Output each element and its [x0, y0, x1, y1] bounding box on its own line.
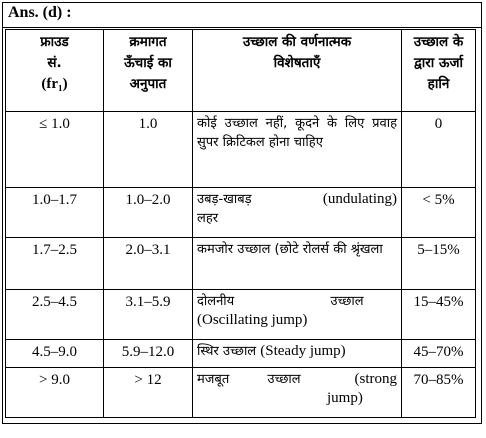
answer-label: Ans. (d) : — [8, 4, 72, 21]
table-row — [6, 368, 476, 418]
cell-description — [193, 368, 402, 418]
header-description — [193, 30, 402, 112]
cell-froude: 1.0–1.7 — [6, 188, 104, 238]
cell-description: कोई उच्छाल नहीं, कूदने के लिए प्रवाह सुपर क्रिटिकल होना चाहिए — [193, 112, 402, 188]
cell-description: कमजोर उच्छाल (छोटे रोलर्स की श्रृंखला — [193, 238, 402, 290]
header-description-line1: उच्छाल की वर्णनात्मक — [242, 34, 352, 50]
cell-froude: 4.5–9.0 — [6, 340, 104, 368]
header-energy-loss — [402, 30, 476, 112]
header-ratio-line3: अनुपात — [129, 76, 167, 92]
cell-energy-loss: 5–15% — [402, 238, 476, 290]
cell-description — [193, 188, 402, 238]
cell-energy-loss: < 5% — [402, 188, 476, 238]
table-row — [6, 188, 476, 238]
desc-hindi-2: लहर — [197, 211, 219, 226]
table-row — [6, 238, 476, 290]
header-loss-line2: द्वारा ऊर्जा — [413, 55, 464, 71]
table-row — [6, 340, 476, 368]
desc-english: (undulating) — [322, 191, 397, 207]
header-loss-line3: हानि — [427, 76, 450, 92]
cell-froude: 1.7–2.5 — [6, 238, 104, 290]
header-froude-line3: (fr₁) — [41, 76, 68, 92]
desc-hindi: मजबूत उच्छाल — [197, 372, 301, 387]
cell-ratio: 1.0–2.0 — [104, 188, 193, 238]
header-row — [6, 30, 476, 112]
cell-ratio: 3.1–5.9 — [104, 290, 193, 340]
cell-description — [193, 340, 402, 368]
answer-divider — [2, 27, 482, 28]
desc-hindi: दोलनीय उच्छाल — [197, 294, 364, 309]
cell-froude: > 9.0 — [6, 368, 104, 418]
desc-hindi: स्थिर उच्छाल — [197, 344, 257, 359]
hydraulic-jump-table — [5, 29, 476, 418]
header-froude-line2: सं. — [47, 55, 62, 71]
desc-hindi: उबड़-खाबड़ — [197, 192, 252, 207]
cell-froude: ≤ 1.0 — [6, 112, 104, 188]
cell-froude: 2.5–4.5 — [6, 290, 104, 340]
header-ratio — [104, 30, 193, 112]
header-description-line2: विशेषताएँ — [273, 55, 321, 71]
desc-english: (Steady jump) — [260, 343, 346, 359]
table-row — [6, 290, 476, 340]
header-loss-line1: उच्छाल के — [413, 34, 464, 50]
desc-english: (strong jump) — [327, 371, 397, 406]
cell-energy-loss: 70–85% — [402, 368, 476, 418]
cell-ratio: > 12 — [104, 368, 193, 418]
header-froude-line1: फ्राउड — [40, 34, 69, 50]
cell-ratio: 5.9–12.0 — [104, 340, 193, 368]
header-froude — [6, 30, 104, 112]
cell-energy-loss: 0 — [402, 112, 476, 188]
cell-description — [193, 290, 402, 340]
header-ratio-line2: ऊँचाई का — [124, 55, 172, 71]
cell-energy-loss: 15–45% — [402, 290, 476, 340]
cell-energy-loss: 45–70% — [402, 340, 476, 368]
table-row — [6, 112, 476, 188]
cell-ratio: 2.0–3.1 — [104, 238, 193, 290]
header-ratio-line1: क्रमागत — [129, 34, 167, 50]
desc-english: (Oscillating jump) — [197, 312, 308, 328]
cell-ratio: 1.0 — [104, 112, 193, 188]
